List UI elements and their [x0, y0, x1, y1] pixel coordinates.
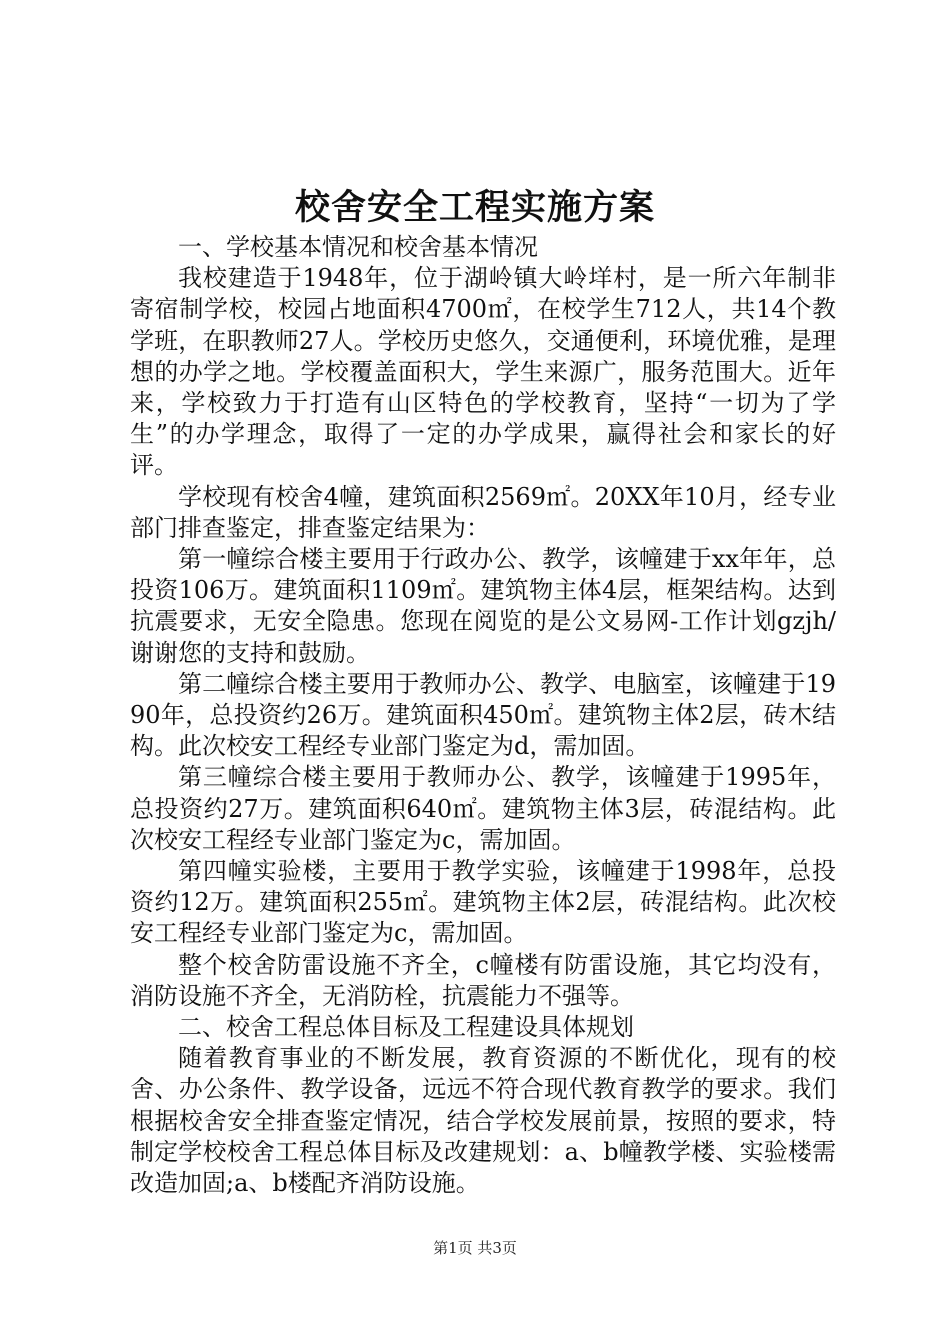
- paragraph-building-3: 第三幢综合楼主要用于教师办公、教学，该幢建于1995年，总投资约27万。建筑面积640㎡。建筑物主体3层，砖混结构。此次校安工程经专业部门鉴定为c，需加固。: [130, 763, 836, 854]
- document-body: [130, 232, 836, 1199]
- page-footer: 第1页 共3页: [433, 1239, 517, 1257]
- paragraph-safety-facilities: 整个校舍防雷设施不齐全，c幢楼有防雷设施，其它均没有，消防设施不齐全，无消防栓，抗震能力不强等。: [130, 950, 836, 1010]
- section-heading-1: 一、学校基本情况和校舍基本情况: [178, 233, 538, 261]
- section-heading-2: 二、校舍工程总体目标及工程建设具体规划: [178, 1013, 634, 1042]
- paragraph-renovation-plan: 随着教育事业的不断发展，教育资源的不断优化，现有的校舍、办公条件、教学设备，远远不符合现代教育教学的要求。我们根据校舍安全排查鉴定情况，结合学校发展前景，按照的要求，特制定学校校舍工程总体目标及改建规划：a、b幢教学楼、实验楼需改造加固;a、b楼配齐消防设施。: [130, 1044, 836, 1198]
- paragraph-building-4: 第四幢实验楼，主要用于教学实验，该幢建于1998年，总投资约12万。建筑面积255㎡。建筑物主体2层，砖混结构。此次校安工程经专业部门鉴定为c，需加固。: [130, 857, 836, 948]
- paragraph-buildings-summary: 学校现有校舍4幢，建筑面积2569㎡。20XX年10月，经专业部门排查鉴定，排查鉴定结果为：: [130, 482, 836, 542]
- paragraph-building-2: 第二幢综合楼主要用于教师办公、教学、电脑室，该幢建于1990年，总投资约26万。建筑面积450㎡。建筑物主体2层，砖木结构。此次校安工程经专业部门鉴定为d，需加固。: [130, 669, 836, 761]
- document-title: 校舍安全工程实施方案: [294, 187, 655, 228]
- paragraph-school-overview: 我校建造于1948年，位于湖岭镇大岭垟村，是一所六年制非寄宿制学校，校园占地面积4700㎡，在校学生712人，共14个教学班，在职教师27人。学校历史悠久，交通便利，环境优雅，是理想的办学之地。学校覆盖面积大，学生来源广，服务范围大。近年来，学校致力于打造有山区特色的学校教育，坚持“一切为了学生”的办学理念，取得了一定的办学成果，赢得社会和家长的好评。: [130, 264, 836, 480]
- paragraph-building-1: 第一幢综合楼主要用于行政办公、教学，该幢建于xx年年，总投资106万。建筑面积1109㎡。建筑物主体4层，框架结构。达到抗震要求，无安全隐患。您现在阅览的是公文易网-工作计划gzjh/谢谢您的支持和鼓励。: [130, 545, 836, 667]
